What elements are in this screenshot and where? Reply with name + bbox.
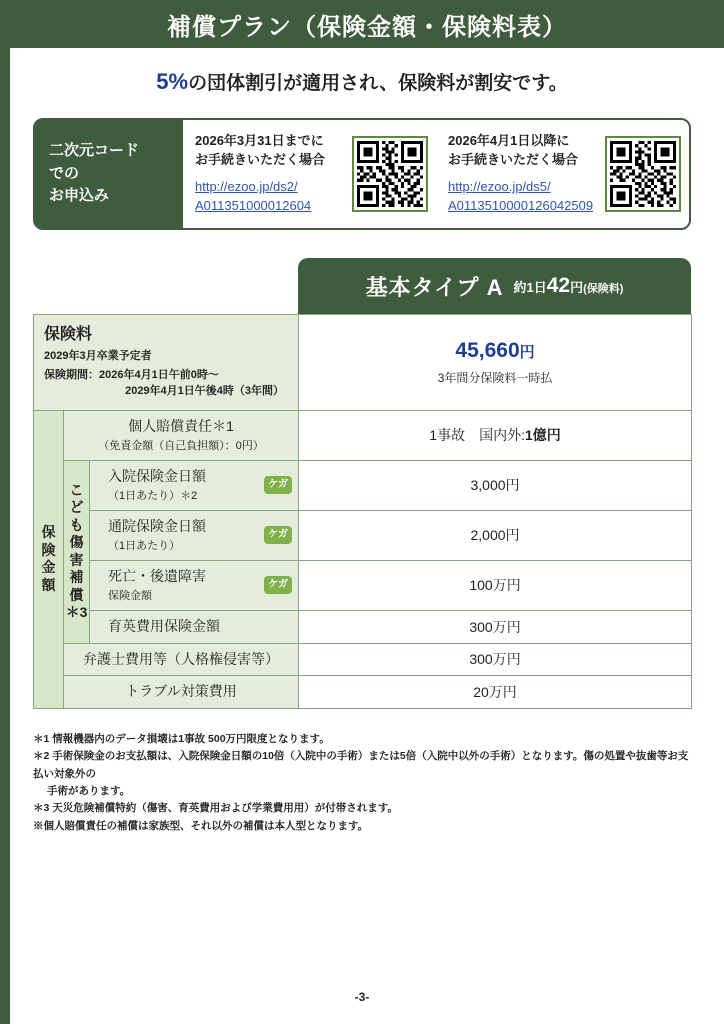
row-label-legal-fees — [64, 643, 299, 676]
coverage-table — [33, 314, 692, 709]
group-label-note: ＊3 — [65, 604, 88, 621]
injury-badge-hospitalization: ケガ — [264, 476, 292, 494]
page-header-band — [10, 0, 724, 48]
plan-approx-unit: 円 — [570, 280, 584, 295]
row-name-legal-fees: 弁護士費用等（人格権侵害等） — [83, 650, 280, 667]
row-value-personal-liability — [299, 411, 692, 461]
row-value-outpatient: 2,000円 — [299, 510, 692, 560]
footnote-3: ＊3 天災危険補償特約（傷害、育英費用および学業費用用）が付帯されます。 — [33, 802, 398, 815]
injury-badge-death-disability: ケガ — [264, 576, 292, 594]
row-value-prefix-personal-liability: 1事故 国内外: — [429, 427, 525, 444]
premium-sub3: 2029年4月1日午後4時（3年間） — [125, 385, 285, 398]
premium-sub1: 2029年3月卒業予定者 — [44, 350, 152, 363]
row-sub-death-disability: 保険金額 — [108, 589, 152, 602]
qr-entry-2-heading-line2: お手続きいただく場合 — [448, 152, 579, 168]
qr-entry-1-url-line1: http://ezoo.jp/ds2/ — [195, 179, 298, 194]
row-value-legal-fees: 300万円 — [299, 643, 692, 676]
premium-label-cell — [34, 315, 299, 411]
qr-entry-before-deadline — [183, 120, 436, 228]
row-name-trouble-countermeasure: トラブル対策費用 — [125, 683, 237, 700]
qr-entry-1-heading — [195, 132, 346, 170]
qr-entry-2-url-line1: http://ezoo.jp/ds5/ — [448, 179, 551, 194]
qr-entry-text-1 — [195, 132, 346, 215]
qr-application-box — [33, 118, 691, 230]
row-value-hospitalization: 3,000円 — [299, 460, 692, 510]
row-sub-outpatient: （1日あたり） — [108, 539, 181, 552]
row-label-personal-liability — [64, 411, 299, 461]
footnote-1: ＊1 情報機器内のデータ損壊は1事故 500万円限度となります。 — [33, 733, 330, 745]
premium-sub2: 保険期間：2026年4月1日午前0時～ — [44, 369, 219, 382]
premium-amount — [300, 339, 690, 363]
plan-name: 基本タイプ A — [365, 274, 504, 300]
row-name-education-support: 育英費用保険金額 — [108, 617, 220, 634]
qr-entry-2-url-line2: A0113510000126042509 — [448, 197, 594, 213]
table-row-outpatient — [34, 510, 692, 560]
premium-label: 保険料 — [44, 326, 93, 343]
section-label-coverage-amount: 保 険 金 額 — [34, 411, 64, 709]
row-value-bold-personal-liability: 1億円 — [524, 427, 561, 444]
row-label-outpatient — [90, 510, 299, 560]
row-name-hospitalization: 入院保険金日額 — [108, 467, 206, 484]
row-name-outpatient: 通院保険金日額 — [108, 517, 206, 534]
qr-entry-1-url-line2: A011351000012604 — [195, 197, 312, 213]
premium-amount-number: 45,660 — [455, 339, 520, 362]
discount-percent: 5% — [156, 69, 189, 94]
qr-label-line2: での — [49, 164, 80, 182]
discount-subtitle — [0, 68, 724, 95]
qr-entry-1-heading-line2: お手続きいただく場合 — [195, 152, 326, 168]
premium-amount-unit: 円 — [519, 344, 535, 361]
row-value-trouble-countermeasure: 20万円 — [299, 676, 692, 709]
qr-label-line1: 二次元コード — [49, 142, 140, 160]
qr-code-after-20260401[interactable] — [605, 136, 681, 212]
table-row-legal-fees — [34, 643, 692, 676]
injury-badge-outpatient: ケガ — [264, 526, 292, 544]
row-sub-hospitalization: （1日あたり）＊2 — [108, 489, 198, 502]
table-row-premium — [34, 315, 692, 411]
qr-box-label — [35, 120, 183, 228]
row-value-death-disability: 100万円 — [299, 560, 692, 610]
row-label-trouble-countermeasure — [64, 676, 299, 709]
qr-entry-1-heading-line1: 2026年3月31日までに — [195, 133, 324, 149]
qr-entry-1-url[interactable] — [195, 178, 346, 216]
table-row-death-disability — [34, 560, 692, 610]
footnote-2: ＊2 手術保険金のお支払額は、入院保険金日額の10倍（入院中の手術）または5倍（入院中以外の手術）となります。傷の処置や抜歯等お支払い対象外の — [33, 750, 689, 780]
row-sub-personal-liability: （免責金額（自己負担額）：0円） — [98, 439, 264, 452]
table-row-hospitalization — [34, 460, 692, 510]
qr-entry-2-heading — [448, 132, 599, 170]
plan-header — [298, 258, 691, 314]
row-value-education-support: 300万円 — [299, 610, 692, 643]
footnotes — [33, 731, 693, 835]
table-row-personal-liability — [34, 411, 692, 461]
plan-approx-suffix: (保険料) — [583, 283, 624, 295]
group-label-child-injury: こ ど も 傷 害 補 償 ＊3 — [64, 460, 90, 643]
plan-daily-premium — [513, 274, 623, 298]
row-label-education-support — [90, 610, 299, 643]
qr-entry-2-heading-line1: 2026年4月1日以降に — [448, 133, 570, 149]
footnote-2-continued: 手術があります。 — [47, 784, 131, 797]
row-name-death-disability: 死亡・後遺障害 — [108, 567, 206, 584]
row-name-personal-liability: 個人賠償責任＊1 — [128, 418, 234, 434]
qr-label-line3: お申込み — [49, 187, 110, 205]
qr-entry-2-url[interactable] — [448, 178, 599, 216]
left-spine-decoration — [0, 0, 10, 1024]
row-label-death-disability — [90, 560, 299, 610]
qr-code-before-20260331[interactable] — [352, 136, 428, 212]
table-row-trouble-countermeasure — [34, 676, 692, 709]
footnote-4: ※個人賠償責任の補償は家族型、それ以外の補償は本人型となります。 — [33, 819, 369, 832]
qr-entry-text-2 — [448, 132, 599, 215]
table-row-education-support — [34, 610, 692, 643]
page-number: -3- — [354, 990, 370, 1004]
row-label-hospitalization — [90, 460, 299, 510]
premium-note: 3年間分保険料一時払 — [437, 371, 553, 385]
qr-entry-after-deadline — [436, 120, 689, 228]
page-title: 補償プラン（保険金額・保険料表） — [167, 13, 567, 41]
discount-subtitle-text: の団体割引が適用され、保険料が割安です。 — [188, 73, 568, 94]
plan-approx-value: 42 — [546, 274, 571, 297]
plan-approx-prefix: 約1日 — [513, 280, 547, 295]
premium-value-cell — [299, 315, 692, 411]
